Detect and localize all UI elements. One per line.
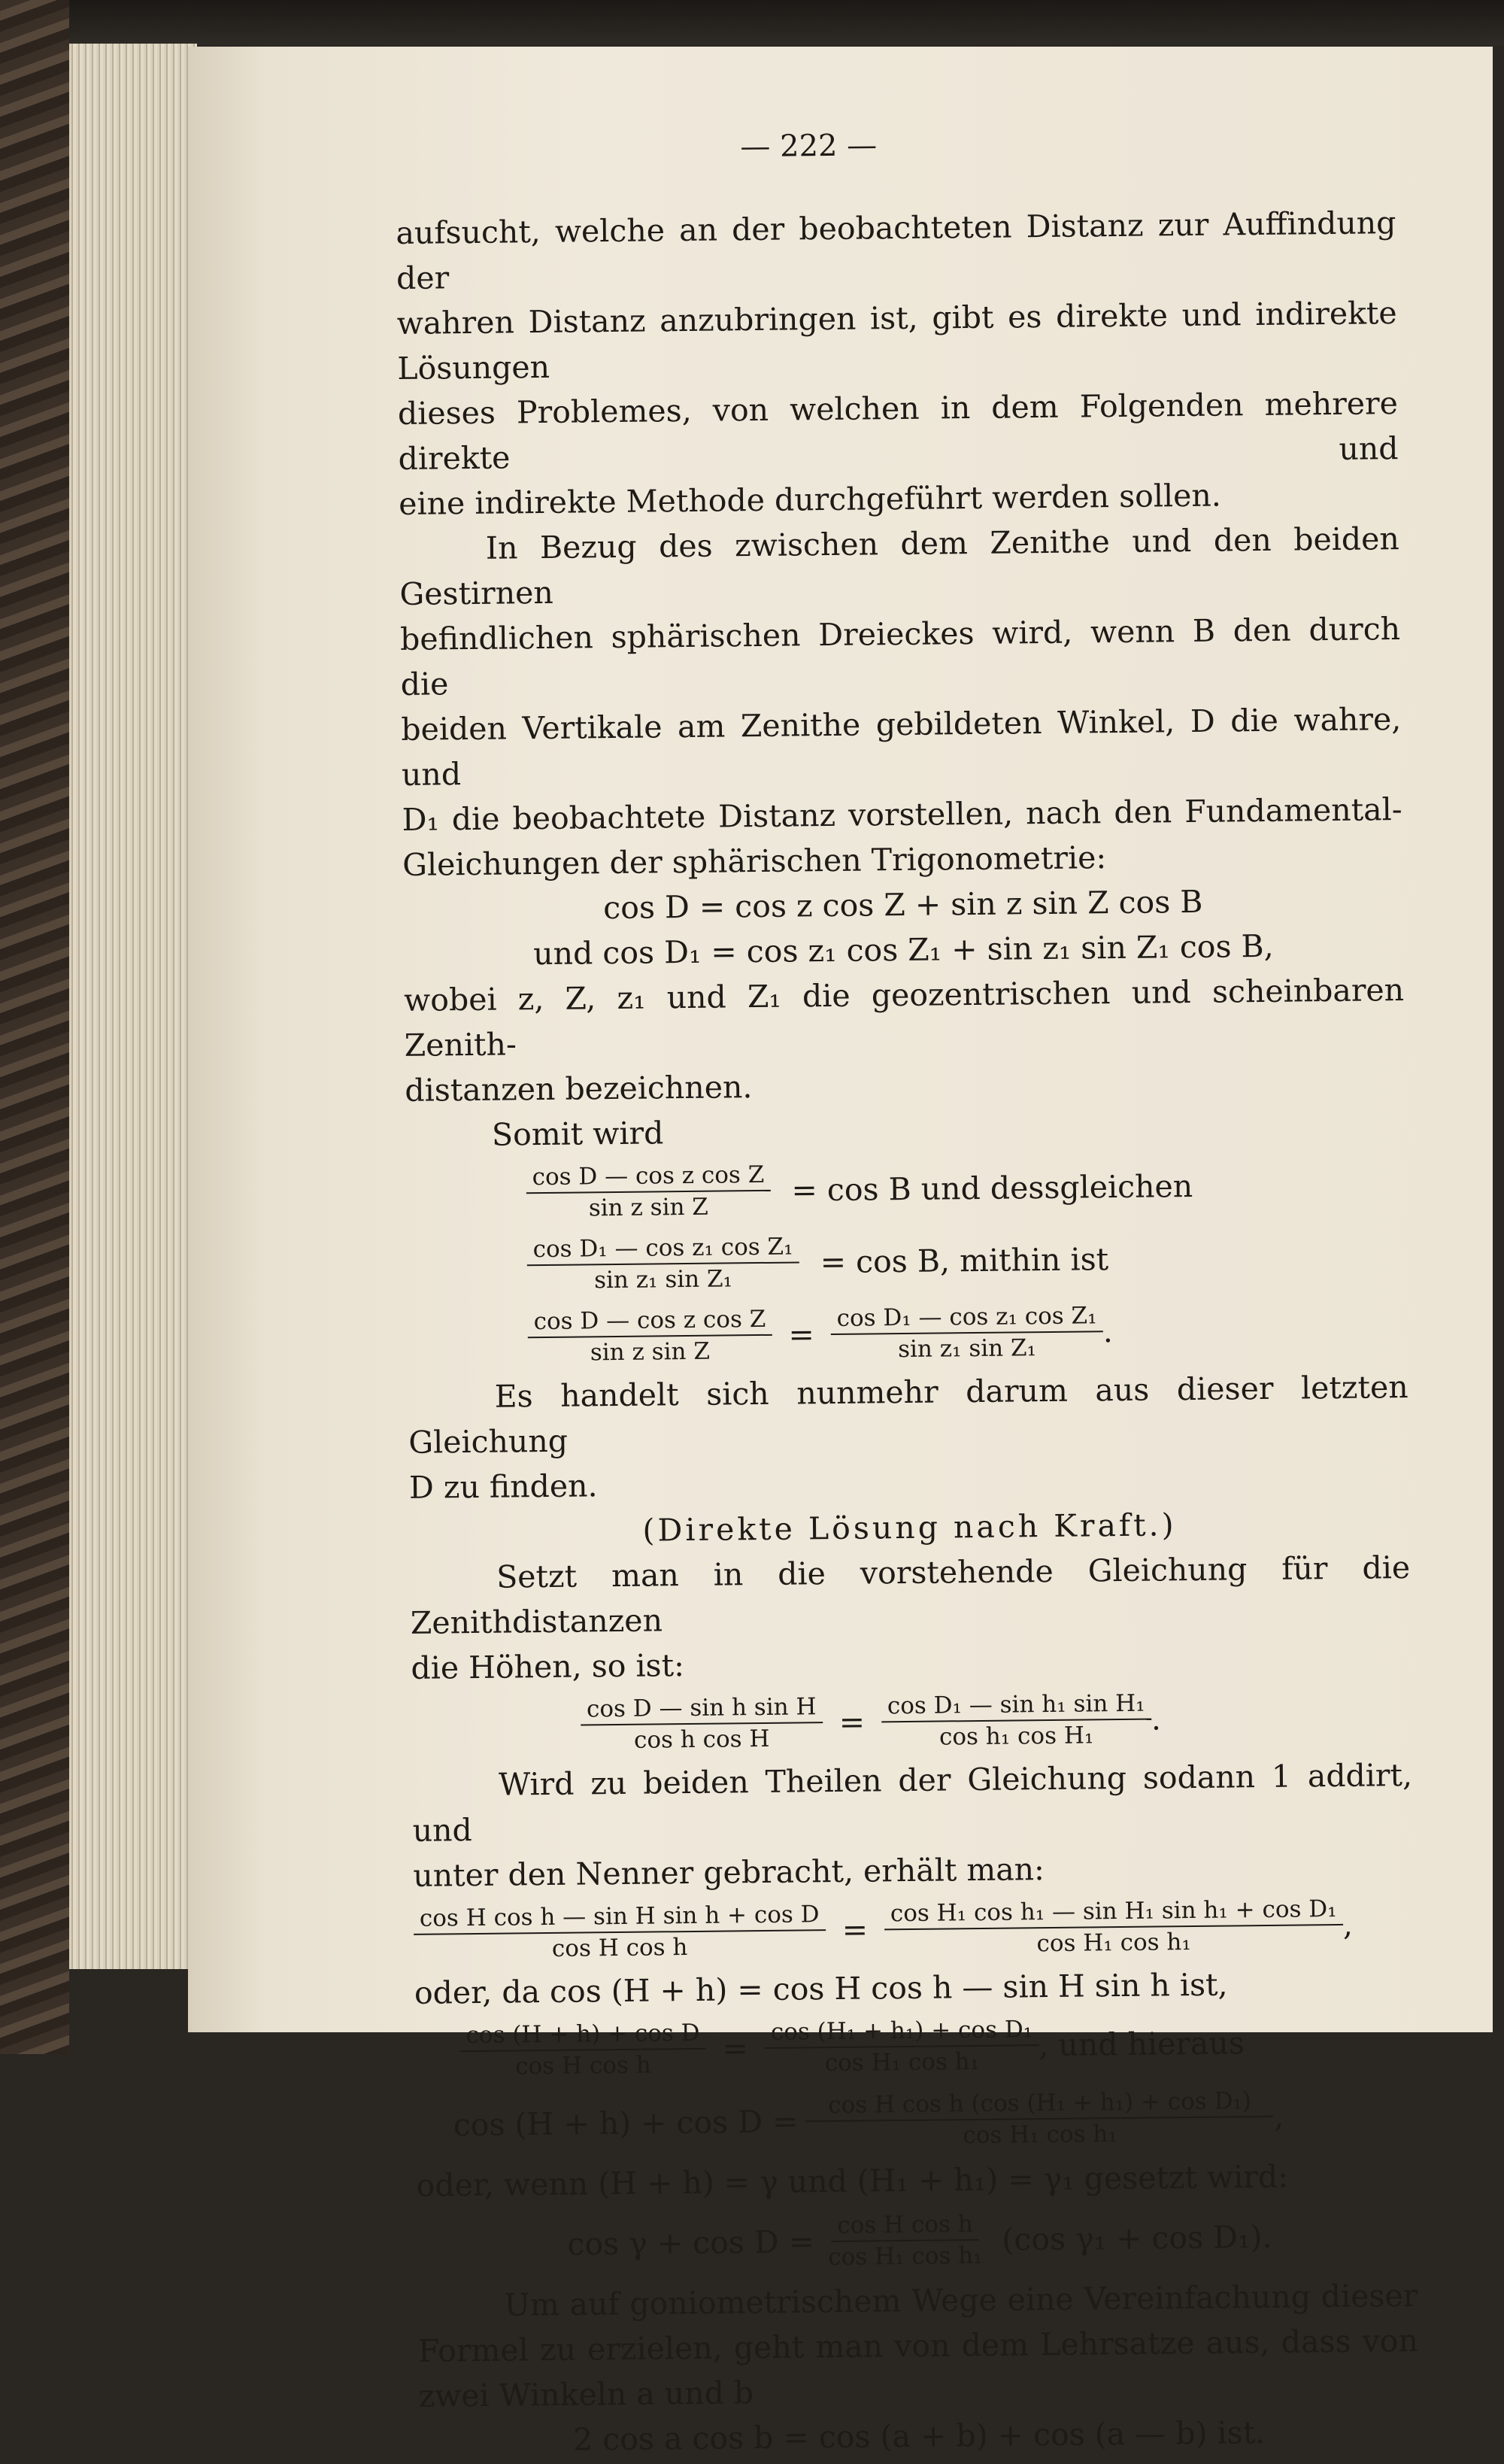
fraction-equation-3 [527,1292,1408,1373]
numerator: cos H cos h [831,2209,979,2242]
denominator: sin z₁ sin Z₁ [593,1265,733,1294]
text-line: D zu finden. [408,1467,598,1506]
text-line: wahren Distanz anzubringen ist, gibt es direkte und indirekte Lösungen [396,295,1397,387]
numerator: cos (H + h) + cos D [459,2018,705,2052]
equation-rhs: = cos B, mithin ist [820,1241,1109,1281]
denominator: cos H cos h [551,1934,688,1962]
denominator: cos H cos h [515,2051,651,2080]
page-edges [69,44,197,1969]
equation-9: 2 cos a cos b = cos (a + b) + cos (a — b) ist. [572,2414,1266,2458]
denominator: cos H₁ cos h₁ [824,2048,980,2077]
text-line: Somit wird [491,1115,664,1153]
equals-sign: = [788,1316,815,1353]
equation-1: cos D = cos z cos Z + sin z sin Z cos B [603,883,1203,927]
text-line: Um auf goniometrischem Wege eine Vereinfachung dieser [504,2277,1418,2323]
fraction-right [765,2014,1039,2079]
fraction-left [414,1899,826,1965]
fraction [805,2086,1275,2153]
fraction [822,2209,989,2272]
fraction-equation-1 [526,1148,1406,1229]
fraction-right [830,1300,1103,1365]
punctuation: . [1102,1313,1114,1350]
text-line: unter den Nenner gebracht, erhält man: [413,1851,1045,1894]
numerator: cos D₁ — cos z₁ cos Z₁ [830,1300,1102,1335]
fraction [526,1160,770,1224]
numerator: cos H cos h (cos (H₁ + h₁) + cos D₁) [805,2086,1274,2123]
equation-rhs: = cos B und dessgleichen [791,1167,1193,1209]
text-line: In Bezug des zwischen dem Zenithe und den beiden Gestirnen [399,520,1400,612]
denominator: cos H₁ cos h₁ [1036,1928,1191,1958]
fraction-equation-4 [581,1680,1412,1762]
text-line: oder, wenn (H + h) = γ und (H₁ + h₁) = γ₁ gesetzt wird: [416,2158,1289,2204]
fraction-left [581,1692,823,1755]
equation-2: und cos D₁ = cos z₁ cos Z₁ + sin z₁ sin Z₁ cos B, [533,927,1274,973]
denominator: sin z sin Z [588,1193,709,1222]
fraction-left [527,1304,772,1368]
text-line: dieses Problemes, von welchen in dem Folgenden mehrere direkte und [397,385,1399,477]
numerator: cos H₁ cos h₁ — sin H₁ sin h₁ + cos D₁ [884,1894,1343,1930]
equals-sign: = [838,1704,866,1740]
page-number: — 222 — [740,128,878,165]
punctuation: . [1151,1701,1162,1737]
text-line: Wird zu beiden Theilen der Gleichung sodann 1 addirt, und [412,1756,1413,1849]
text-line: aufsucht, welche an der beobachteten Distanz zur Auffindung der [396,205,1396,296]
fraction-right [881,1689,1152,1753]
punctuation: , [1273,2098,1284,2135]
equals-sign: = [841,1911,869,1948]
text-line: Formel zu erzielen, geht man von dem Lehrsatze aus, dass von [417,2322,1419,2369]
text-line: oder, da cos (H + h) = cos H cos h — sin H sin h ist, [414,1966,1228,2011]
fraction-equation-6 [459,2005,1415,2087]
text-line: D₁ die beobachtete Distanz vorstellen, nach den Fundamental- [402,791,1402,838]
numerator: cos D — cos z cos Z [526,1160,770,1194]
fraction-equation-5 [414,1888,1415,1971]
numerator: cos D — sin h sin H [581,1692,823,1725]
fraction-left [459,2018,706,2082]
text-line: Setzt man in die vorstehende Gleichung für die Zenithdistanzen [410,1549,1411,1641]
text-line: beiden Vertikale am Zenithe gebildeten Winkel, D die wahre, und [401,701,1402,793]
equation-tail: , und hieraus [1039,2025,1245,2064]
text-line: distanzen bezeichnen. [405,1069,753,1109]
equation-lhs: cos (H + h) + cos D = [453,2103,799,2144]
numerator: cos D — cos z cos Z [527,1304,772,1338]
fraction-equation-2 [526,1220,1407,1301]
text-line: befindlichen sphärischen Dreieckes wird, wenn B den durch die [399,611,1401,702]
fraction [526,1231,799,1296]
section-heading: (Direkte Lösung nach Kraft.) [642,1507,1177,1549]
fraction-equation-8 [567,2198,1418,2282]
text-line: zwei Winkeln a und b [418,2374,754,2414]
book-cover-top [0,0,1504,45]
page-content [395,117,1419,2464]
numerator: cos D₁ — cos z₁ cos Z₁ [526,1231,799,1266]
denominator: cos H₁ cos h₁ [963,2120,1117,2150]
text-line: eine indirekte Methode durchgeführt werden sollen. [398,477,1222,522]
equation-lhs: cos γ + cos D = [567,2223,815,2262]
numerator: cos H cos h — sin H sin h + cos D [414,1899,826,1935]
text-line: Gleichungen der sphärischen Trigonometrie: [402,839,1107,883]
numerator: cos (H₁ + h₁) + cos D₁ [765,2014,1039,2049]
denominator: sin z sin Z [590,1337,711,1367]
denominator: sin z₁ sin Z₁ [897,1334,1037,1364]
text-line: die Höhen, so ist: [411,1647,685,1686]
numerator: cos D₁ — sin h₁ sin H₁ [881,1689,1151,1723]
denominator: cos h cos H [633,1725,770,1754]
text-line: Es handelt sich nunmehr darum aus dieser letzten Gleichung [408,1368,1408,1461]
denominator: cos H₁ cos h₁ [828,2241,983,2271]
denominator: cos h₁ cos H₁ [938,1722,1094,1751]
fraction-equation-7 [453,2077,1416,2162]
text-line: wobei z, Z, z₁ und Z₁ die geozentrischen und scheinbaren Zenith- [403,972,1405,1064]
fraction-right [884,1894,1344,1960]
equals-sign: = [722,2030,749,2067]
equation-rhs: (cos γ₁ + cos D₁). [1002,2218,1272,2258]
punctuation: , [1342,1906,1354,1943]
book-cover-left [0,0,69,2054]
